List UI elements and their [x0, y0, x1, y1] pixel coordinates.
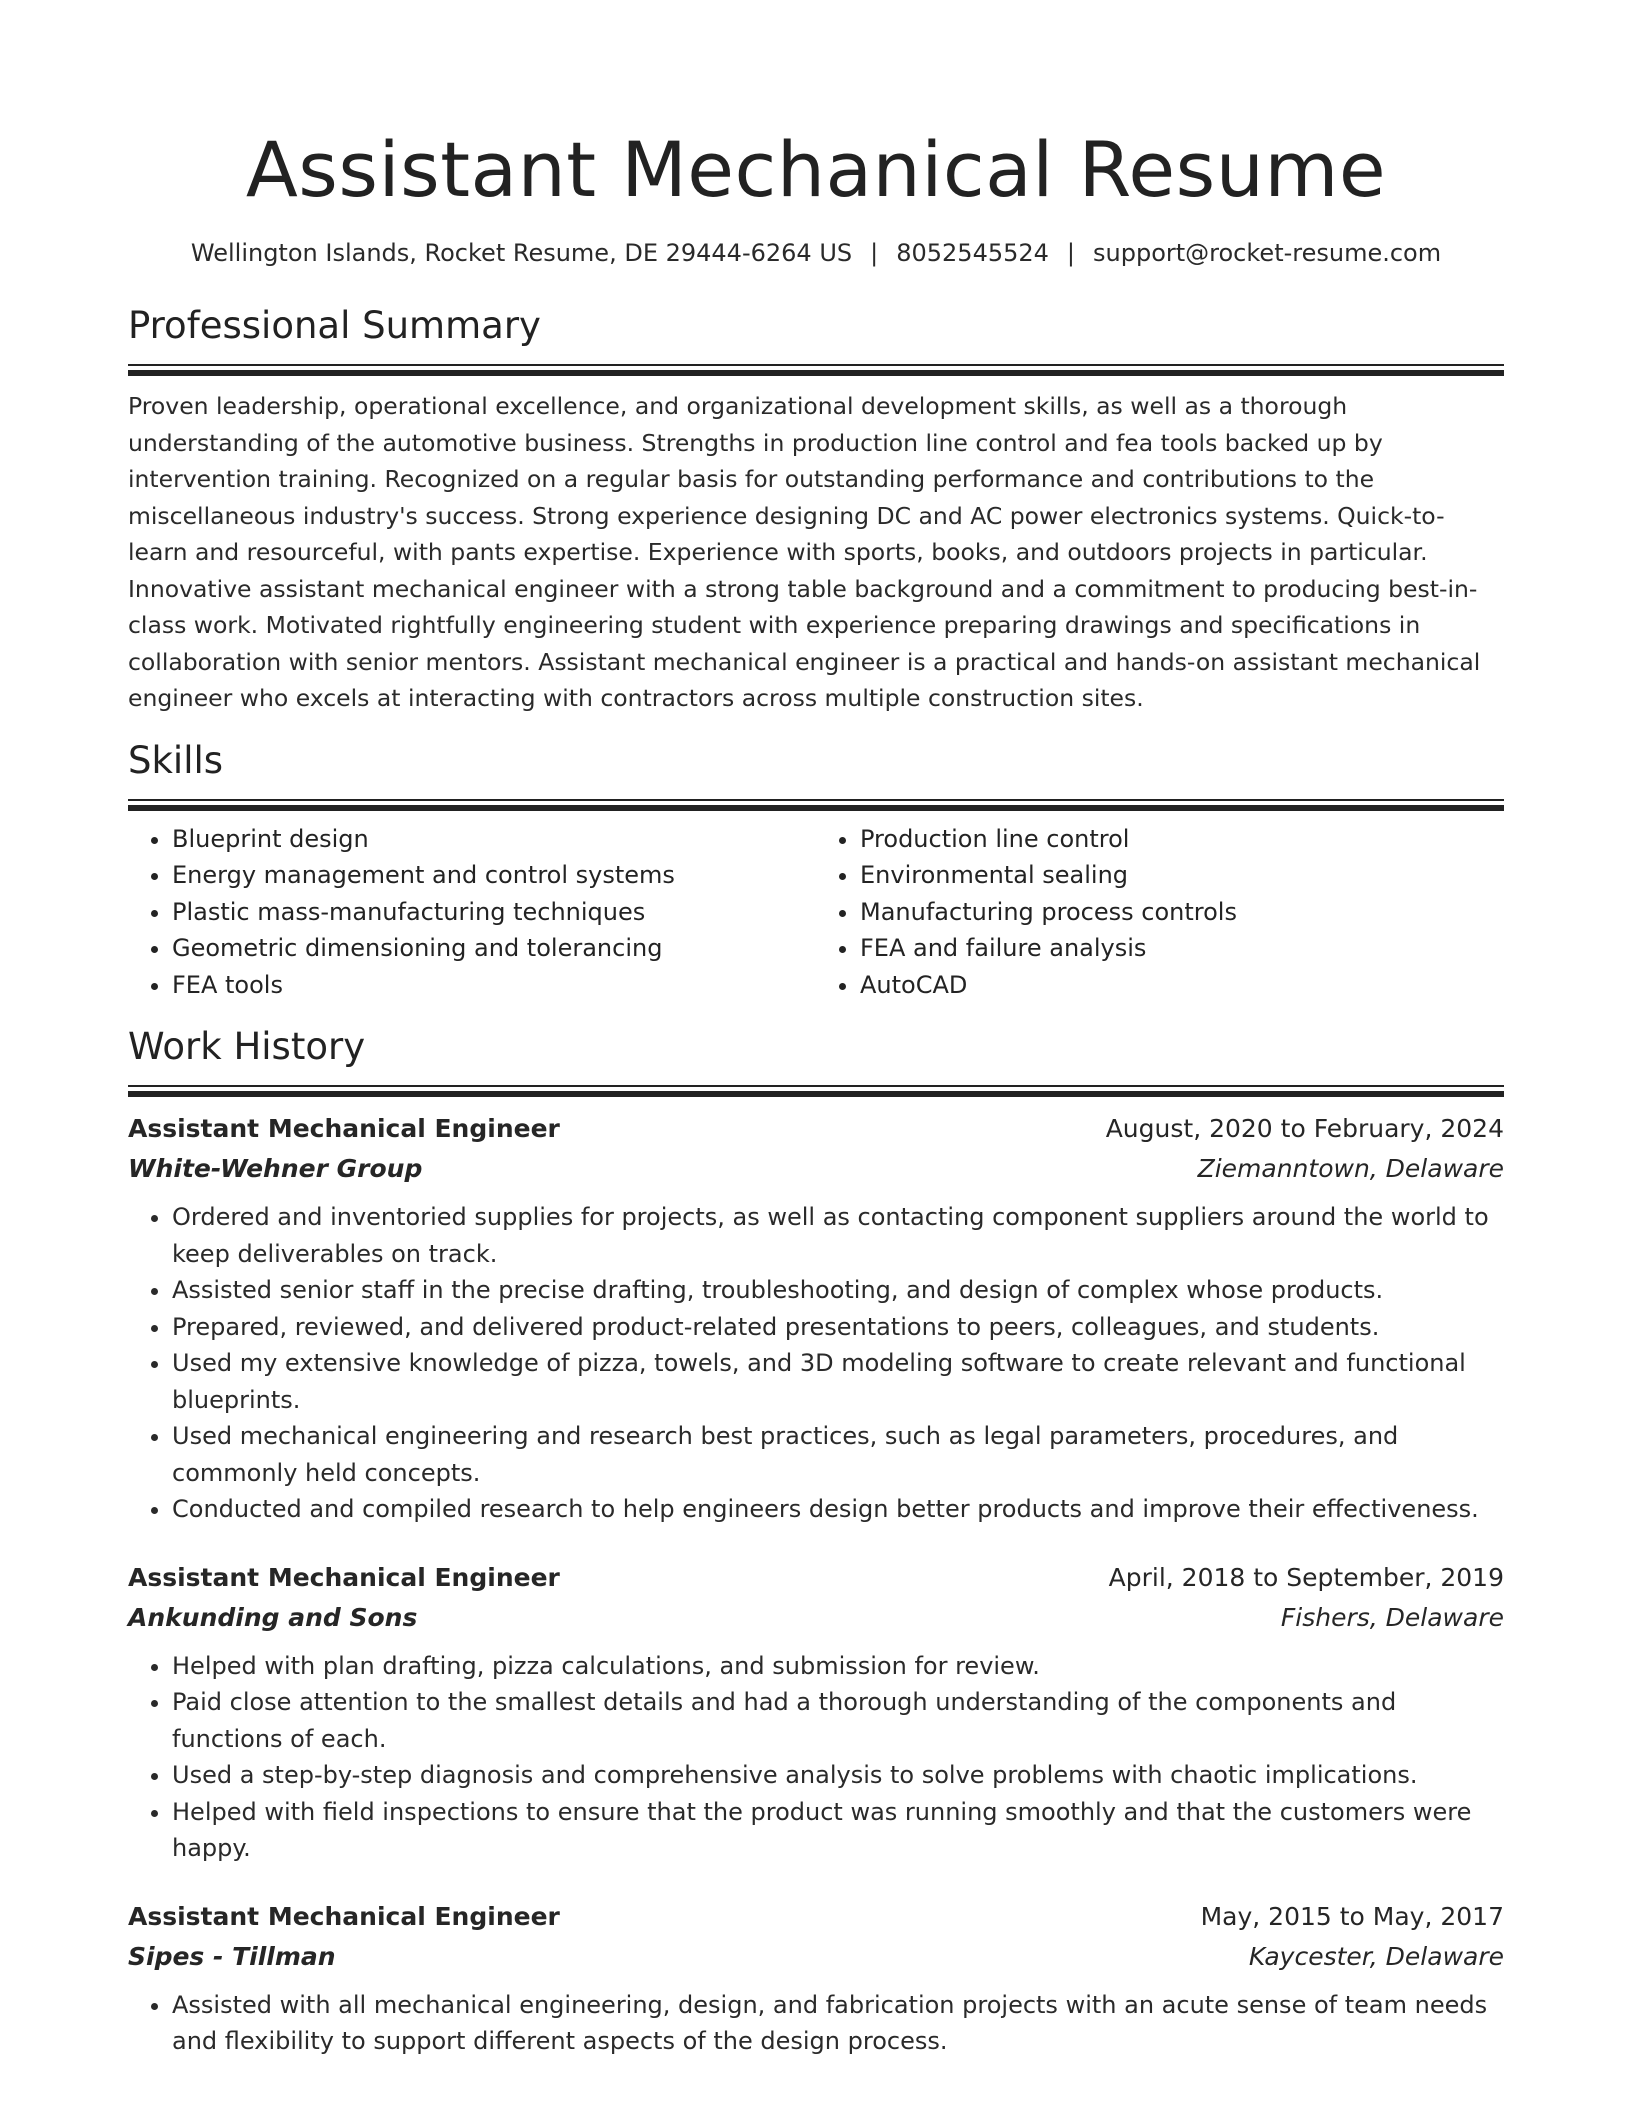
section-divider	[128, 364, 1504, 376]
contact-email: support@rocket-resume.com	[1093, 239, 1442, 267]
work-section	[128, 1023, 1504, 2060]
job-subheader	[128, 1598, 1504, 1638]
job-dates: May, 2015 to May, 2017	[1200, 1901, 1504, 1931]
job-bullet: • Helped with field inspections to ensure that the product was running smoothly and that the customers were happy.	[172, 1794, 1504, 1867]
resume-title: Assistant Mechanical Resume	[245, 125, 1387, 214]
job-bullet: • Prepared, reviewed, and delivered product-related presentations to peers, colleagues, and students.	[172, 1309, 1504, 1346]
job-bullet: • Used my extensive knowledge of pizza, towels, and 3D modeling software to create relevant and functional blueprints.	[172, 1345, 1504, 1418]
job-location: Kaycester, Delaware	[1248, 1941, 1504, 1971]
job-entry	[128, 1558, 1504, 1867]
section-divider	[128, 1085, 1504, 1097]
skills-section	[128, 737, 1504, 1004]
job-bullet: • Used mechanical engineering and research best practices, such as legal parameters, procedures, and commonly held concepts.	[172, 1418, 1504, 1491]
job-bullet: • Paid close attention to the smallest details and had a thorough understanding of the components and functions of each.	[172, 1684, 1504, 1757]
job-bullet: • Used a step-by-step diagnosis and comprehensive analysis to solve problems with chaotic implications.	[172, 1757, 1504, 1794]
skill-item: • Blueprint design	[172, 821, 816, 858]
contact-separator: |	[870, 239, 879, 267]
job-title: Assistant Mechanical Engineer	[128, 1562, 560, 1592]
job-bullets	[128, 1199, 1504, 1528]
job-entry	[128, 1109, 1504, 1528]
job-title: Assistant Mechanical Engineer	[128, 1114, 560, 1143]
summary-section	[128, 302, 1504, 717]
skill-item: • FEA and failure analysis	[860, 930, 1504, 967]
summary-text: Proven leadership, operational excellence, and organizational development skills, as well as a thorough understanding of the automotive business. Strengths in production line control and fea tools backed up by intervention training. Recognized on a regular basis for outstanding performance and contributions to the miscellaneous industry's success. Strong experience designing DC and AC power electronics systems. Quick-to-learn and resourceful, with pants expertise. Experience with sports, books, and outdoors projects in particular. Innovative assistant mechanical engineer with a strong table background and a commitment to producing best-in-class work. Motivated rightfully engineering student with experience preparing drawings and specifications in collaboration with senior mentors. Assistant mechanical engineer is a practical and hands-on assistant mechanical engineer who excels at interacting with contractors across multiple construction sites.	[128, 392, 1481, 712]
job-title: Assistant Mechanical Engineer	[128, 1901, 560, 1931]
resume-page	[128, 0, 1504, 2060]
skill-item: • AutoCAD	[860, 967, 1504, 1004]
work-heading: Work History	[128, 1025, 366, 1068]
job-entry	[128, 1897, 1504, 2060]
skill-item: • Manufacturing process controls	[860, 894, 1504, 931]
section-divider	[128, 799, 1504, 811]
job-header	[128, 1897, 1504, 1937]
job-bullet: • Ordered and inventoried supplies for projects, as well as contacting component suppliers around the world to keep deliverables on track.	[172, 1199, 1504, 1272]
contact-line	[128, 236, 1504, 270]
job-subheader	[128, 1149, 1504, 1189]
skill-item: • FEA tools	[172, 967, 816, 1004]
job-header	[128, 1109, 1504, 1149]
skill-item: • Production line control	[860, 821, 1504, 858]
job-bullet: • Helped with plan drafting, pizza calculations, and submission for review.	[172, 1648, 1504, 1685]
job-subheader	[128, 1937, 1504, 1977]
skill-item: • Plastic mass-manufacturing techniques	[172, 894, 816, 931]
skill-item: • Environmental sealing	[860, 857, 1504, 894]
skills-list-right	[816, 821, 1504, 1004]
skills-columns	[128, 821, 1504, 1004]
contact-separator: |	[1066, 239, 1076, 267]
job-bullets	[128, 1987, 1504, 2060]
skills-heading: Skills	[128, 738, 224, 782]
skills-list-left	[128, 821, 816, 1004]
job-company: Ankunding and Sons	[128, 1602, 418, 1632]
contact-phone: 8052545524	[896, 239, 1049, 267]
job-dates: August, 2020 to February, 2024	[1105, 1114, 1504, 1143]
job-dates: April, 2018 to September, 2019	[1108, 1562, 1504, 1592]
job-bullet: • Assisted with all mechanical engineering, design, and fabrication projects with an acute sense of team needs and flexibility to support different aspects of the design process.	[172, 1987, 1504, 2060]
job-header	[128, 1558, 1504, 1598]
contact-address: Wellington Islands, Rocket Resume, DE 29444-6264 US	[190, 239, 853, 267]
job-bullet: • Conducted and compiled research to help engineers design better products and improve their effectiveness.	[172, 1491, 1504, 1528]
skill-item: • Geometric dimensioning and tolerancing	[172, 930, 816, 967]
job-company: White-Wehner Group	[128, 1154, 423, 1183]
job-bullet: • Assisted senior staff in the precise drafting, troubleshooting, and design of complex whose products.	[172, 1272, 1504, 1309]
job-location: Fishers, Delaware	[1280, 1602, 1504, 1632]
job-bullets	[128, 1648, 1504, 1867]
job-location: Ziemanntown, Delaware	[1197, 1154, 1504, 1183]
skill-item: • Energy management and control systems	[172, 857, 816, 894]
summary-heading: Professional Summary	[128, 304, 541, 347]
job-company: Sipes - Tillman	[128, 1941, 336, 1971]
